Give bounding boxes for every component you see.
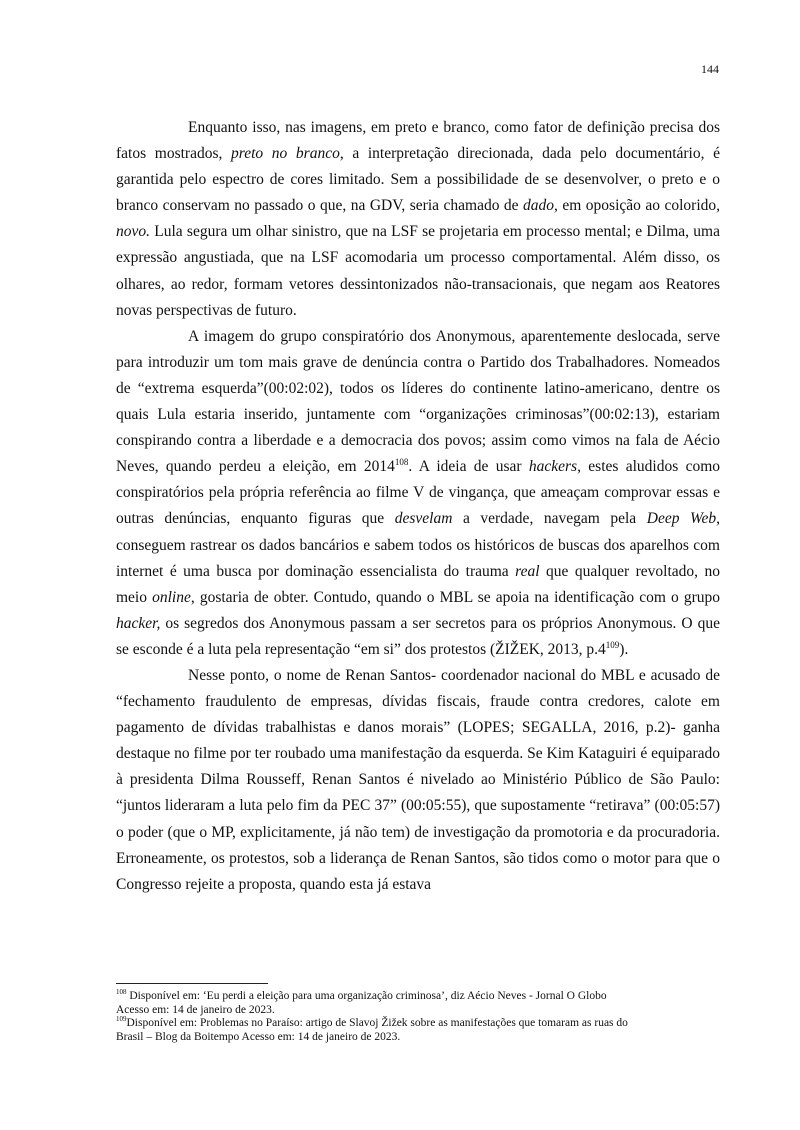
page-number: 144 <box>701 62 719 76</box>
footnote-divider <box>116 983 268 984</box>
footnote-text: Disponível em: Problemas no Paraíso: artigo de Slavoj Žižek sobre as manifestações que tomaram as ruas do <box>126 1017 628 1029</box>
italic-text: hacker, <box>116 614 161 632</box>
paragraph <box>116 663 720 898</box>
paragraph <box>116 324 720 663</box>
italic-text: dado, <box>523 197 558 215</box>
text-run: , a interpretação direcionada, dada pelo documentário, é garantida pelo espectro de cores limitado. Sem a possibilidade de se desenvolver, o preto e o branco conservam no passado o que, na GDV, seria chamado de <box>116 145 720 215</box>
italic-text: , novo. <box>116 197 720 241</box>
text-run: . A ideia de usar <box>408 458 529 476</box>
text-run: a verdade, navegam pela <box>452 510 647 528</box>
italic-text: hackers, <box>528 458 581 476</box>
text-run: os segredos dos Anonymous passam a ser secretos para os próprios Anonymous. O que se esconde é a luta pela representação “em si” dos protestos (ŽIŽEK, 2013, p.4 <box>116 614 720 658</box>
footnote-text-line2: Acesso em: 14 de janeiro de 2023. <box>116 1003 275 1016</box>
text-run: Enquanto isso, nas imagens, em preto e branco, como fator de definição precisa dos fatos mostrados, <box>116 119 720 163</box>
footnote-mark: 109 <box>116 1015 127 1024</box>
text-run: que qualquer revoltado, no meio <box>116 562 721 606</box>
italic-text: Deep Web <box>646 510 717 528</box>
text-run: estes aludidos como conspiratórios pela própria referência ao filme V de vingança, que ameaçam comprovar essas e outras denúncias, enquanto figuras que <box>116 458 721 528</box>
italic-text: online <box>152 588 191 606</box>
footnote-ref: 108 <box>394 457 409 468</box>
footnote-mark: 108 <box>116 988 127 997</box>
italic-text: real <box>515 562 540 580</box>
text-run: A imagem do grupo conspiratório dos Anonymous, aparentemente deslocada, serve para introduzir um tom mais grave de denúncia contra o Partido dos Trabalhadores. Nomeados de “extrema esquerda”(00:02:02), todos os líderes do continente latino-americano, dentre os quais Lula estaria inserido, juntamente com “organizações criminosas”(00:02:13), estariam conspirando contra a liberdade e a democracia dos povos; assim como vimos na fala de Aécio Neves, quando perdeu a eleição, em 2014 <box>116 327 720 476</box>
footnote <box>116 1017 728 1044</box>
body-text <box>116 115 720 898</box>
footnote-ref: 109 <box>605 639 620 650</box>
text-run: , conseguem rastrear os dados bancários e sabem todos os históricos de buscas dos aparelhos com internet é uma busca por dominação essencialista do trauma <box>116 510 720 580</box>
text-run: , gostaria de obter. Contudo, quando o MBL se apoia na identificação com o grupo <box>190 588 720 606</box>
footnote-text-line2: Brasil – Blog da Boitempo Acesso em: 14 de janeiro de 2023. <box>116 1030 401 1043</box>
text-run: Lula segura um olhar sinistro, que na LSF se projetaria em processo mental; e Dilma, uma expressão angustiada, que na LSF acomodaria um processo comportamental. Além disso, os olhares, ao redor, formam vetores dessintonizados não-transacionais, que negam aos Reatores novas perspectivas de futuro. <box>116 223 720 319</box>
italic-text: desvelam <box>394 510 453 528</box>
text-run: ). <box>619 640 629 658</box>
italic-text: preto no branco <box>231 145 340 163</box>
text-run: em oposição ao colorido <box>557 197 717 215</box>
footnote-text: Disponível em: ‘Eu perdi a eleição para uma organização criminosa’, diz Aécio Neves - Jornal O Globo <box>126 990 607 1002</box>
footnote <box>116 990 728 1017</box>
paragraph <box>116 115 720 324</box>
footnotes <box>116 990 728 1044</box>
text-run: Nesse ponto, o nome de Renan Santos- coordenador nacional do MBL e acusado de “fechamento fraudulento de empresas, dívidas fiscais, fraude contra credores, calote em pagamento de dívidas trabalhistas e danos morais” (LOPES; SEGALLA, 2016, p.2)- ganha destaque no filme por ter roubado uma manifestação da esquerda. Se Kim Kataguiri é equiparado à presidenta Dilma Rousseff, Renan Santos é nivelado ao Ministério Público de São Paulo: “juntos lideraram a luta pelo fim da PEC 37” (00:05:55), que supostamente “retirava” (00:05:57) o poder (que o MP, explicitamente, já não tem) de investigação da promotoria e da procuradoria. Erroneamente, os protestos, sob a liderança de Renan Santos, são tidos como o motor para que o Congresso rejeite a proposta, quando esta já estava <box>116 666 720 893</box>
